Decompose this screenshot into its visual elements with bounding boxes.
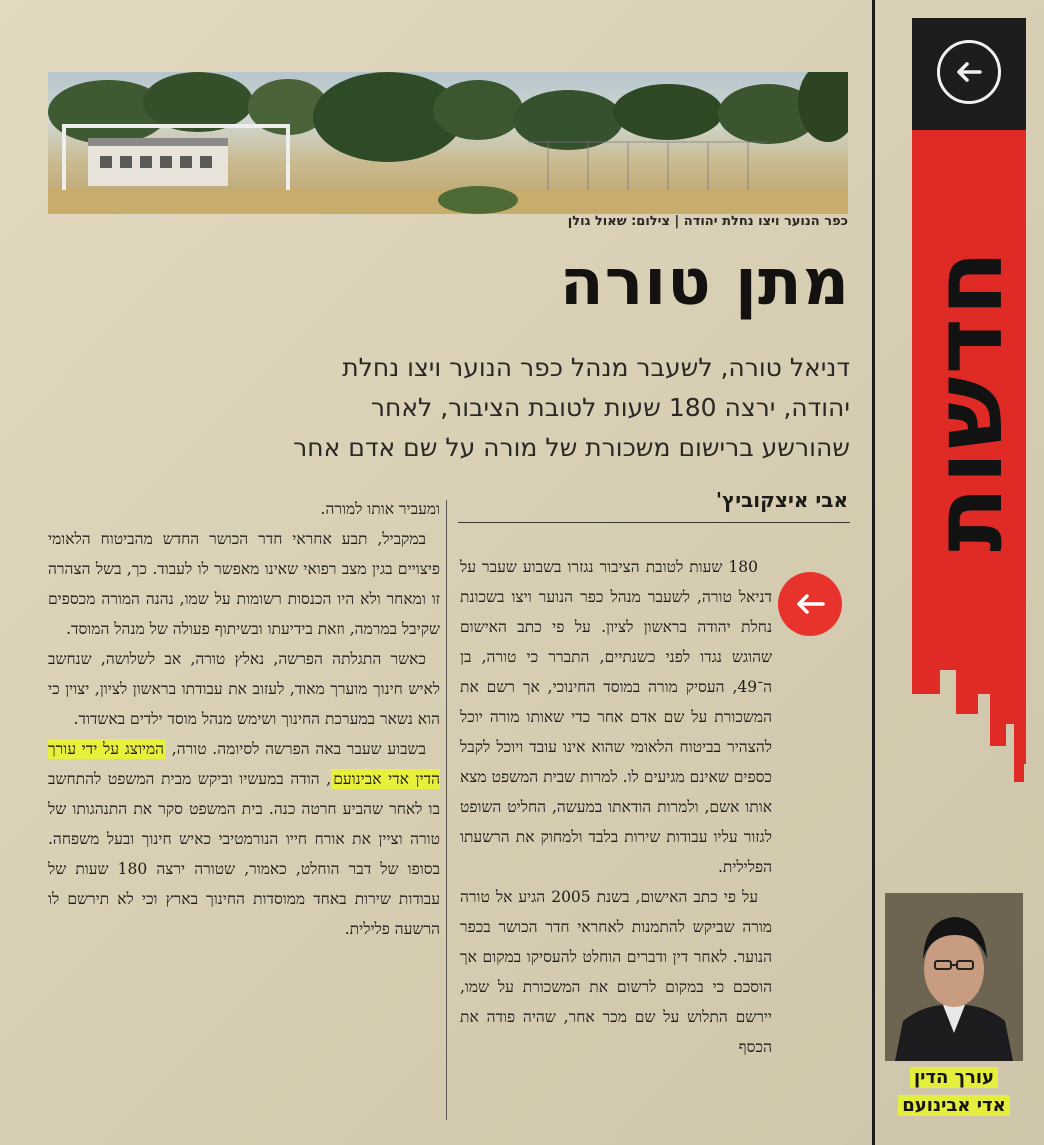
- highlighted-text: המיוצג על ידי עורך הדין אדי אבינועם: [48, 740, 440, 788]
- lawyer-caption-line: אדי אבינועם: [898, 1095, 1010, 1116]
- paragraph-text: , הודה במעשיו וביקש מבית המשפט להתחשב בו לאחר שהביע חרטה כנה. בית המשפט סקר את התנהגותו של טורה וציין את אורח חייו הנורמטיבי כאיש חינוך ובעל משפחה. בסופו של דבר הוחלט, כאמור, שטורה ירצה 180 שעות של עבודות שירות באחד ממוסדות החינוך בארץ וכי לא תירשם לו הרשעה פלילית.: [48, 770, 440, 938]
- article-column-left: [48, 494, 440, 944]
- arrow-left-icon: [937, 40, 1001, 104]
- article-byline: אבי איצקוביץ': [715, 488, 848, 512]
- column-divider: [446, 500, 447, 1120]
- paragraph: במקביל, תבע אחראי חדר הכושר החדש מהביטוח הלאומי פיצויים בגין מצב רפואי שאינו מאפשר לו לעבוד. כך, בשל הצהרה זו ומאחר ולא היו הכנסות רשומות על שמו, נהנה המורה מכספים שקיבל במרמה, וזאת בידיעתו ובשיתוף פעולה של מנהל המוסד.: [48, 530, 440, 638]
- lawyer-caption-line: עורך הדין: [910, 1067, 998, 1088]
- article-column-right: [460, 552, 772, 1062]
- section-title: [908, 140, 1028, 660]
- lawyer-portrait: [885, 893, 1023, 1061]
- byline-divider: [458, 522, 850, 523]
- arrow-left-icon: [778, 572, 842, 636]
- paragraph: על פי כתב האישום, בשנת 2005 הגיע אל טורה מורה שביקש להתמנות לאחראי חדר הכושר בכפר הנוער. לאחר דין ודברים הוחלט להעסיקו במקום אך הוסכם כי במקום לרשום את המשכורת על שמו, יירשם התלוש על שם מכר אחר, שהיה פודה את הכסף: [460, 888, 772, 1056]
- paragraph: ומעביר אותו למורה.: [320, 500, 440, 518]
- article-subheadline: דניאל טורה, לשעבר מנהל כפר הנוער ויצו נחלת יהודה, ירצה 180 שעות לטובת הציבור, לאחר שהורשע ברישום משכורת של מורה על שם אדם אחר: [293, 353, 850, 462]
- paragraph: 180 שעות לטובת הציבור נגזרו בשבוע שעבר על דניאל טורה, לשעבר מנהל כפר הנוער ויצו בשכונת נחלת יהודה בראשון לציון. על פי כתב האישום שהוגש נגדו לפני כשנתיים, התברר כי טורה, בן ה־49, העסיק מורה במוסד החינוכי, אך רשם את המשכורת על שם אדם אחר כדי שאותו מורה יוכל להצהיר בביטוח הלאומי שהוא אינו עובד ויוכל לקבל כספים שאינם מגיעים לו. למרות שבית המשפט מצא אותו אשם, ולמרות הודאתו במעשה, החליט השופט לגזור עליו עבודות שירות בלבד ולמחוק את הרשעתו הפלילית.: [460, 558, 772, 876]
- paragraph: [48, 734, 440, 944]
- paragraph-text: בשבוע שעבר באה הפרשה לסיומה. טורה,: [166, 740, 426, 758]
- youth-village-photo: [48, 72, 848, 214]
- paragraph: כאשר התגלתה הפרשה, נאלץ טורה, אב לשלושה, שנחשב לאיש חינוך מוערך מאוד, לעזוב את עבודתו בראשון לציון, יצוין כי הוא נשאר במערכת החינוך ושימש מנהל מוסד ילדים באשדוד.: [48, 650, 440, 728]
- lawyer-caption: [885, 1064, 1023, 1120]
- red-stair-graphic: [910, 640, 1030, 820]
- section-title-text: חדשות: [912, 248, 1024, 552]
- photo-caption: כפר הנוער ויצו נחלת יהודה | צילום: שאול גולן: [567, 214, 848, 229]
- article-headline: מתן טורה: [559, 246, 850, 320]
- page-vertical-rule: [872, 0, 875, 1145]
